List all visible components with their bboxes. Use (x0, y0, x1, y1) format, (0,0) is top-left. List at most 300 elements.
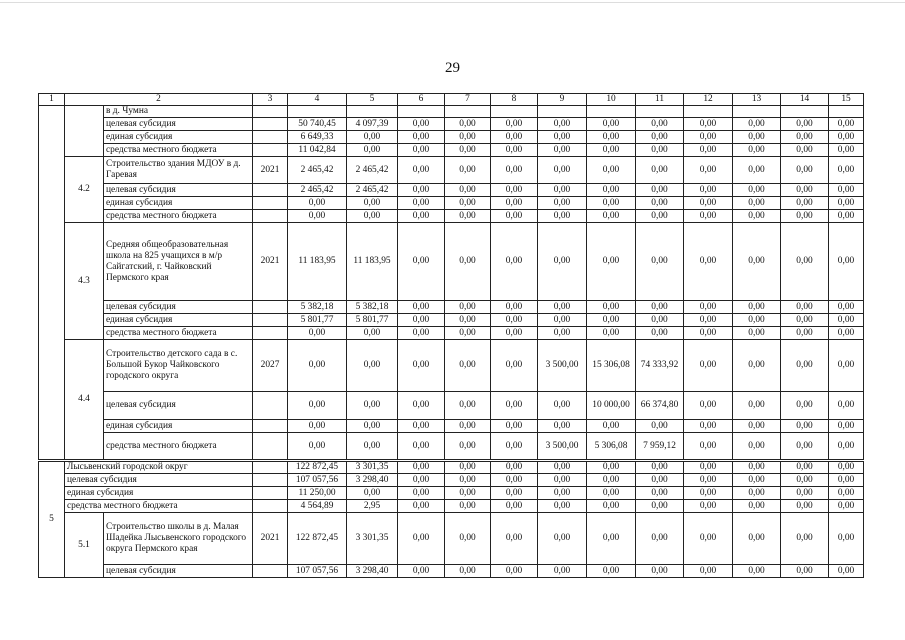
value-cell: 2 465,42 (288, 157, 347, 184)
value-cell: 0,00 (445, 487, 491, 500)
value-cell: 0,00 (684, 131, 733, 144)
header-cell: 6 (398, 94, 445, 106)
value-cell: 0,00 (587, 462, 636, 474)
table-row (39, 197, 864, 210)
value-cell: 0,00 (781, 327, 829, 340)
value-cell: 0,00 (781, 197, 829, 210)
value-cell: 0,00 (445, 420, 491, 433)
value-cell: 0,00 (587, 565, 636, 578)
value-cell: 0,00 (733, 131, 781, 144)
value-cell: 0,00 (684, 157, 733, 184)
value-cell: 2 465,42 (347, 157, 398, 184)
value-cell: 0,00 (491, 210, 538, 223)
value-cell: 0,00 (684, 462, 733, 474)
value-cell: 0,00 (684, 327, 733, 340)
value-cell: 0,00 (398, 565, 445, 578)
table-row (39, 118, 864, 131)
value-cell: 0,00 (636, 157, 684, 184)
value-cell: 0,00 (538, 500, 587, 513)
table-row (39, 462, 864, 474)
table-row (39, 144, 864, 157)
value-cell: 10 000,00 (587, 392, 636, 420)
value-cell: 0,00 (636, 462, 684, 474)
value-cell: 0,00 (684, 197, 733, 210)
value-cell: 0,00 (829, 327, 864, 340)
header-cell: 3 (253, 94, 288, 106)
value-cell: 0,00 (538, 223, 587, 301)
value-cell: 0,00 (733, 462, 781, 474)
value-cell: 0,00 (684, 474, 733, 487)
value-cell: 0,00 (684, 184, 733, 197)
value-cell: 0,00 (491, 118, 538, 131)
header-cell: 11 (636, 94, 684, 106)
value-cell: 0,00 (636, 513, 684, 565)
value-cell: 0,00 (538, 210, 587, 223)
value-cell: 0,00 (636, 314, 684, 327)
row-label: целевая субсидия (104, 184, 253, 197)
value-cell: 6 649,33 (288, 131, 347, 144)
value-cell: 0,00 (781, 223, 829, 301)
value-cell: 0,00 (684, 144, 733, 157)
object-name: Строительство школы в д. Малая Шадейка Лысьвенского городского округа Пермского края (104, 513, 253, 565)
value-cell: 0,00 (347, 487, 398, 500)
value-cell: 0,00 (347, 433, 398, 460)
value-cell: 0,00 (733, 301, 781, 314)
value-cell: 0,00 (636, 301, 684, 314)
value-cell: 0,00 (636, 420, 684, 433)
value-cell: 0,00 (781, 513, 829, 565)
value-cell: 0,00 (538, 144, 587, 157)
header-cell: 14 (781, 94, 829, 106)
value-cell: 0,00 (587, 487, 636, 500)
value-cell: 0,00 (733, 474, 781, 487)
value-cell: 3 301,35 (347, 513, 398, 565)
table-row (39, 500, 864, 513)
value-cell: 0,00 (829, 500, 864, 513)
value-cell: 0,00 (398, 301, 445, 314)
value-cell: 0,00 (587, 184, 636, 197)
row-label: целевая субсидия (104, 118, 253, 131)
value-cell: 0,00 (538, 314, 587, 327)
table-row (39, 474, 864, 487)
value-cell: 0,00 (491, 487, 538, 500)
value-cell: 0,00 (829, 462, 864, 474)
value-cell: 0,00 (538, 301, 587, 314)
object-name: в д. Чумна (104, 106, 253, 118)
value-cell: 0,00 (733, 327, 781, 340)
value-cell: 0,00 (781, 474, 829, 487)
value-cell: 0,00 (684, 118, 733, 131)
value-cell: 0,00 (781, 565, 829, 578)
value-cell: 0,00 (398, 131, 445, 144)
value-cell: 0,00 (587, 314, 636, 327)
value-cell: 0,00 (491, 197, 538, 210)
value-cell: 0,00 (491, 184, 538, 197)
value-cell: 5 801,77 (288, 314, 347, 327)
value-cell: 0,00 (781, 131, 829, 144)
table-row (39, 420, 864, 433)
value-cell: 0,00 (781, 420, 829, 433)
value-cell: 0,00 (684, 340, 733, 392)
object-name: Строительство детского сада в с. Большой Букор Чайковского городского округа (104, 340, 253, 392)
value-cell: 0,00 (733, 210, 781, 223)
value-cell: 0,00 (538, 184, 587, 197)
num-cell (65, 106, 104, 157)
header-cell: 4 (288, 94, 347, 106)
header-row (39, 94, 864, 106)
row-label: средства местного бюджета (65, 500, 253, 513)
value-cell: 0,00 (491, 340, 538, 392)
table-row (39, 184, 864, 197)
header-cell: 9 (538, 94, 587, 106)
value-cell: 0,00 (587, 420, 636, 433)
value-cell: 0,00 (636, 223, 684, 301)
value-cell: 11 250,00 (288, 487, 347, 500)
value-cell: 0,00 (538, 462, 587, 474)
value-cell: 0,00 (733, 223, 781, 301)
value-cell: 0,00 (398, 327, 445, 340)
value-cell: 2 465,42 (347, 184, 398, 197)
value-cell: 0,00 (491, 565, 538, 578)
value-cell: 5 306,08 (587, 433, 636, 460)
value-cell: 0,00 (587, 301, 636, 314)
value-cell: 0,00 (781, 118, 829, 131)
value-cell: 0,00 (636, 487, 684, 500)
value-cell: 0,00 (684, 565, 733, 578)
value-cell: 11 183,95 (347, 223, 398, 301)
value-cell: 0,00 (684, 420, 733, 433)
value-cell: 0,00 (491, 144, 538, 157)
value-cell: 0,00 (829, 314, 864, 327)
row-label: средства местного бюджета (104, 433, 253, 460)
value-cell: 0,00 (288, 420, 347, 433)
value-cell: 0,00 (398, 184, 445, 197)
value-cell: 0,00 (684, 500, 733, 513)
value-cell: 0,00 (398, 420, 445, 433)
table-row (39, 223, 864, 301)
value-cell: 7 959,12 (636, 433, 684, 460)
value-cell: 0,00 (288, 210, 347, 223)
table-row (39, 433, 864, 460)
value-cell: 0,00 (781, 314, 829, 327)
table-row (39, 106, 864, 118)
value-cell: 0,00 (445, 462, 491, 474)
value-cell: 0,00 (538, 487, 587, 500)
value-cell: 0,00 (398, 340, 445, 392)
value-cell: 0,00 (445, 144, 491, 157)
value-cell: 0,00 (781, 157, 829, 184)
table-row (39, 513, 864, 565)
header-cell: 8 (491, 94, 538, 106)
value-cell: 0,00 (684, 392, 733, 420)
value-cell: 0,00 (398, 223, 445, 301)
value-cell: 0,00 (491, 223, 538, 301)
value-cell: 0,00 (491, 392, 538, 420)
value-cell: 0,00 (829, 392, 864, 420)
value-cell: 0,00 (636, 184, 684, 197)
value-cell: 0,00 (781, 340, 829, 392)
value-cell: 107 057,56 (288, 565, 347, 578)
table-row (39, 565, 864, 578)
value-cell: 0,00 (636, 327, 684, 340)
value-cell: 0,00 (445, 184, 491, 197)
value-cell: 0,00 (538, 131, 587, 144)
value-cell: 0,00 (445, 565, 491, 578)
value-cell: 0,00 (288, 392, 347, 420)
value-cell: 0,00 (733, 433, 781, 460)
value-cell: 0,00 (781, 433, 829, 460)
row-label: единая субсидия (104, 314, 253, 327)
value-cell: 0,00 (398, 197, 445, 210)
object-name: Средняя общеобразовательная школа на 825 учащихся в м/р Сайгатский, г. Чайковский Пермского края (104, 223, 253, 301)
value-cell: 0,00 (398, 487, 445, 500)
value-cell: 0,00 (636, 197, 684, 210)
table-row (39, 210, 864, 223)
value-cell: 0,00 (491, 513, 538, 565)
value-cell: 0,00 (829, 513, 864, 565)
header-cell: 12 (684, 94, 733, 106)
value-cell: 0,00 (491, 433, 538, 460)
value-cell: 0,00 (829, 144, 864, 157)
value-cell: 0,00 (288, 197, 347, 210)
value-cell: 0,00 (733, 420, 781, 433)
year-cell: 2021 (253, 223, 288, 301)
value-cell: 0,00 (733, 487, 781, 500)
value-cell: 4 564,89 (288, 500, 347, 513)
value-cell: 3 298,40 (347, 474, 398, 487)
value-cell: 0,00 (491, 420, 538, 433)
value-cell: 0,00 (587, 223, 636, 301)
table-row (39, 340, 864, 392)
value-cell: 0,00 (445, 474, 491, 487)
value-cell: 0,00 (829, 223, 864, 301)
value-cell: 0,00 (829, 118, 864, 131)
value-cell: 0,00 (587, 500, 636, 513)
value-cell: 0,00 (781, 500, 829, 513)
value-cell: 0,00 (347, 144, 398, 157)
value-cell: 0,00 (538, 513, 587, 565)
value-cell: 0,00 (347, 340, 398, 392)
value-cell: 0,00 (398, 118, 445, 131)
value-cell: 0,00 (398, 144, 445, 157)
value-cell: 0,00 (733, 392, 781, 420)
value-cell: 0,00 (288, 327, 347, 340)
value-cell: 5 382,18 (347, 301, 398, 314)
value-cell: 5 801,77 (347, 314, 398, 327)
value-cell: 0,00 (398, 500, 445, 513)
value-cell: 0,00 (398, 157, 445, 184)
value-cell: 0,00 (398, 433, 445, 460)
value-cell: 0,00 (733, 340, 781, 392)
value-cell: 0,00 (684, 223, 733, 301)
value-cell: 0,00 (587, 118, 636, 131)
value-cell: 0,00 (829, 565, 864, 578)
budget-table-section-5 (38, 461, 864, 578)
row-label: средства местного бюджета (104, 210, 253, 223)
value-cell: 0,00 (398, 474, 445, 487)
value-cell: 11 183,95 (288, 223, 347, 301)
table-row (39, 301, 864, 314)
value-cell: 0,00 (587, 513, 636, 565)
value-cell: 0,00 (733, 500, 781, 513)
value-cell: 0,00 (636, 210, 684, 223)
value-cell: 0,00 (347, 197, 398, 210)
value-cell: 0,00 (445, 340, 491, 392)
value-cell: 0,00 (733, 314, 781, 327)
row-label: средства местного бюджета (104, 327, 253, 340)
value-cell: 0,00 (491, 131, 538, 144)
value-cell: 0,00 (636, 500, 684, 513)
value-cell: 0,00 (445, 513, 491, 565)
value-cell: 0,00 (491, 301, 538, 314)
value-cell: 122 872,45 (288, 513, 347, 565)
value-cell: 0,00 (587, 144, 636, 157)
value-cell: 0,00 (491, 157, 538, 184)
value-cell: 0,00 (398, 314, 445, 327)
row-label: единая субсидия (104, 131, 253, 144)
value-cell: 0,00 (445, 197, 491, 210)
value-cell: 0,00 (636, 144, 684, 157)
header-cell: 13 (733, 94, 781, 106)
value-cell: 0,00 (829, 433, 864, 460)
value-cell: 74 333,92 (636, 340, 684, 392)
value-cell: 0,00 (445, 223, 491, 301)
value-cell: 0,00 (491, 474, 538, 487)
value-cell: 0,00 (445, 314, 491, 327)
value-cell: 0,00 (781, 487, 829, 500)
row-label: единая субсидия (104, 420, 253, 433)
section-number: 5 (39, 462, 65, 578)
value-cell: 0,00 (491, 462, 538, 474)
value-cell: 0,00 (538, 474, 587, 487)
header-cell: 1 (39, 94, 65, 106)
value-cell: 4 097,39 (347, 118, 398, 131)
value-cell: 15 306,08 (587, 340, 636, 392)
value-cell: 0,00 (829, 210, 864, 223)
value-cell: 0,00 (538, 392, 587, 420)
value-cell: 0,00 (445, 118, 491, 131)
top-edge (0, 2, 905, 3)
value-cell: 0,00 (538, 157, 587, 184)
value-cell: 0,00 (288, 433, 347, 460)
value-cell: 3 500,00 (538, 433, 587, 460)
value-cell: 0,00 (347, 327, 398, 340)
value-cell: 0,00 (733, 157, 781, 184)
value-cell: 0,00 (733, 513, 781, 565)
value-cell: 2,95 (347, 500, 398, 513)
value-cell: 0,00 (491, 500, 538, 513)
table-row (39, 392, 864, 420)
value-cell: 0,00 (684, 433, 733, 460)
section-number: 4.2 (65, 157, 104, 223)
value-cell: 0,00 (347, 131, 398, 144)
table-row (39, 314, 864, 327)
value-cell: 0,00 (829, 131, 864, 144)
page-number: 29 (445, 60, 460, 76)
row-label: целевая субсидия (65, 474, 253, 487)
object-name: Строительство здания МДОУ в д. Гаревая (104, 157, 253, 184)
header-cell: 7 (445, 94, 491, 106)
value-cell: 0,00 (445, 301, 491, 314)
value-cell: 0,00 (636, 474, 684, 487)
value-cell: 107 057,56 (288, 474, 347, 487)
value-cell: 0,00 (288, 340, 347, 392)
table-row (39, 157, 864, 184)
value-cell: 0,00 (829, 157, 864, 184)
value-cell: 2 465,42 (288, 184, 347, 197)
value-cell: 50 740,45 (288, 118, 347, 131)
year-cell: 2027 (253, 340, 288, 392)
value-cell: 0,00 (829, 420, 864, 433)
year-cell: 2021 (253, 513, 288, 565)
value-cell: 0,00 (538, 197, 587, 210)
value-cell: 0,00 (733, 118, 781, 131)
value-cell: 0,00 (347, 392, 398, 420)
value-cell: 0,00 (781, 210, 829, 223)
value-cell: 11 042,84 (288, 144, 347, 157)
value-cell: 0,00 (684, 314, 733, 327)
value-cell: 0,00 (781, 184, 829, 197)
row-label: средства местного бюджета (104, 144, 253, 157)
value-cell: 0,00 (587, 197, 636, 210)
value-cell: 0,00 (781, 144, 829, 157)
value-cell: 0,00 (347, 210, 398, 223)
value-cell: 0,00 (398, 462, 445, 474)
value-cell: 0,00 (445, 392, 491, 420)
value-cell: 3 298,40 (347, 565, 398, 578)
value-cell: 0,00 (829, 197, 864, 210)
section-number: 5.1 (65, 513, 104, 578)
table-row (39, 487, 864, 500)
year-cell: 2021 (253, 157, 288, 184)
value-cell: 0,00 (636, 131, 684, 144)
budget-table (38, 93, 864, 460)
value-cell: 0,00 (445, 327, 491, 340)
table-row (39, 327, 864, 340)
value-cell: 0,00 (684, 301, 733, 314)
row-label: единая субсидия (65, 487, 253, 500)
value-cell: 0,00 (781, 301, 829, 314)
value-cell: 0,00 (398, 392, 445, 420)
row-label: целевая субсидия (104, 565, 253, 578)
value-cell: 0,00 (445, 500, 491, 513)
value-cell: 0,00 (684, 487, 733, 500)
table-row (39, 131, 864, 144)
value-cell: 0,00 (733, 197, 781, 210)
value-cell: 0,00 (445, 131, 491, 144)
value-cell: 0,00 (491, 327, 538, 340)
value-cell: 0,00 (445, 433, 491, 460)
value-cell: 0,00 (445, 157, 491, 184)
value-cell: 3 301,35 (347, 462, 398, 474)
district-name: Лысьвенский городской округ (65, 462, 253, 474)
value-cell: 0,00 (829, 184, 864, 197)
row-label: единая субсидия (104, 197, 253, 210)
value-cell: 0,00 (538, 118, 587, 131)
value-cell: 0,00 (445, 210, 491, 223)
value-cell: 0,00 (587, 210, 636, 223)
header-cell: 15 (829, 94, 864, 106)
value-cell: 0,00 (538, 327, 587, 340)
header-cell: 10 (587, 94, 636, 106)
value-cell: 5 382,18 (288, 301, 347, 314)
value-cell: 0,00 (538, 565, 587, 578)
value-cell: 0,00 (491, 314, 538, 327)
row-label: целевая субсидия (104, 392, 253, 420)
value-cell: 0,00 (684, 210, 733, 223)
value-cell: 66 374,80 (636, 392, 684, 420)
row-label: целевая субсидия (104, 301, 253, 314)
